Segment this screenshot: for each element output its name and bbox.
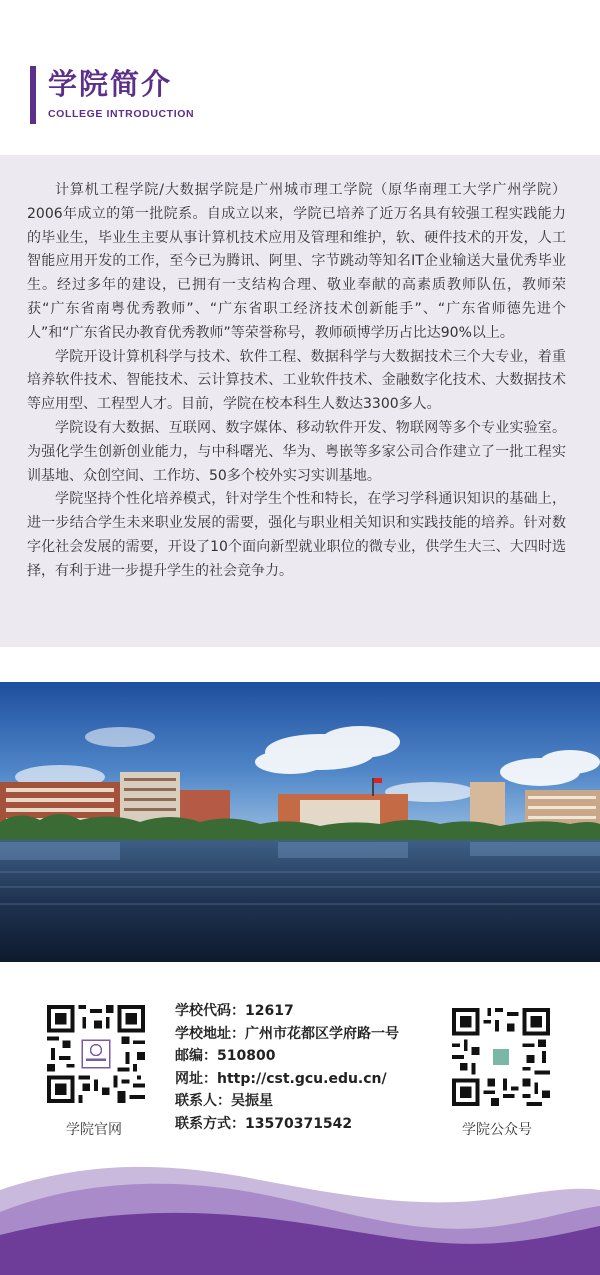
header: [0, 0, 600, 155]
qr-label-website: 学院官网: [66, 1122, 122, 1138]
qr-label-wechat: 学院公众号: [462, 1122, 532, 1138]
campus-photo: [0, 682, 600, 962]
intro-paragraph: 计算机工程学院/大数据学院是广州城市理工学院（原华南理工大学广州学院）2006年成立的第一批院系。自成立以来，学院已培养了近万名具有较强工程实践能力的毕业生，毕业生主要从事计算机技术应用及管理和维护，软、硬件技术的开发，人工智能应用开发的工作，至今已为腾讯、阿里、字节跳动等知名IT企业输送大量优秀毕业生。经过多年的建设，已拥有一支结构合理、敬业奉献的高素质教师队伍，教师荣获“广东省南粤优秀教师”、“广东省职工经济技术创新能手”、“广东省师德先进个人”和“广东省民办教育优秀教师”等荣誉称号，教师硕博学历占比达90%以上。: [27, 182, 566, 341]
intro-paragraph: 学院开设计算机科学与技术、软件工程、数据科学与大数据技术三个大专业，着重培养软件技术、智能技术、云计算技术、工业软件技术、金融数字化技术、大数据技术等应用型、工程型人才。目前，学院在校本科生人数达3300多人。: [27, 348, 566, 413]
decorative-waves: [0, 1150, 600, 1275]
contact-info: [175, 1000, 399, 1136]
intro-paragraph: 学院坚持个性化培养模式，针对学生个性和特长，在学习学科通识知识的基础上，进一步结合学生未来职业发展的需要，强化与职业相关知识和实践技能的培养。针对数字化社会发展的需要，开设了10个面向新型就业职位的微专业，供学生大三、大四时选择，有利于进一步提升学生的社会竞争力。: [27, 491, 566, 579]
page-subtitle: COLLEGE INTRODUCTION: [48, 108, 195, 120]
qr-code-website: [47, 1005, 145, 1103]
page-title: 学院简介: [48, 67, 173, 101]
school-code: 学校代码：12617: [175, 1003, 294, 1019]
qr-code-wechat: [452, 1008, 550, 1106]
contact-phone: 联系方式：13570371542: [175, 1115, 353, 1132]
website-link[interactable]: 网址：http://cst.gcu.edu.cn/: [175, 1070, 387, 1087]
postcode: 邮编：510800: [175, 1048, 276, 1065]
intro-section: [0, 155, 600, 647]
intro-paragraph: 学院设有大数据、互联网、数字媒体、移动软件开发、物联网等多个专业实验室。为强化学生创新创业能力，与中科曙光、华为、粤嵌等多家公司合作建立了一批工程实训基地、众创空间、工作坊、50多个校外实习实训基地。: [27, 419, 566, 484]
contact-person: 联系人：吴振星: [175, 1093, 273, 1110]
school-address: 学校地址：广州市花都区学府路一号: [175, 1025, 399, 1042]
title-accent-bar: [30, 66, 36, 124]
